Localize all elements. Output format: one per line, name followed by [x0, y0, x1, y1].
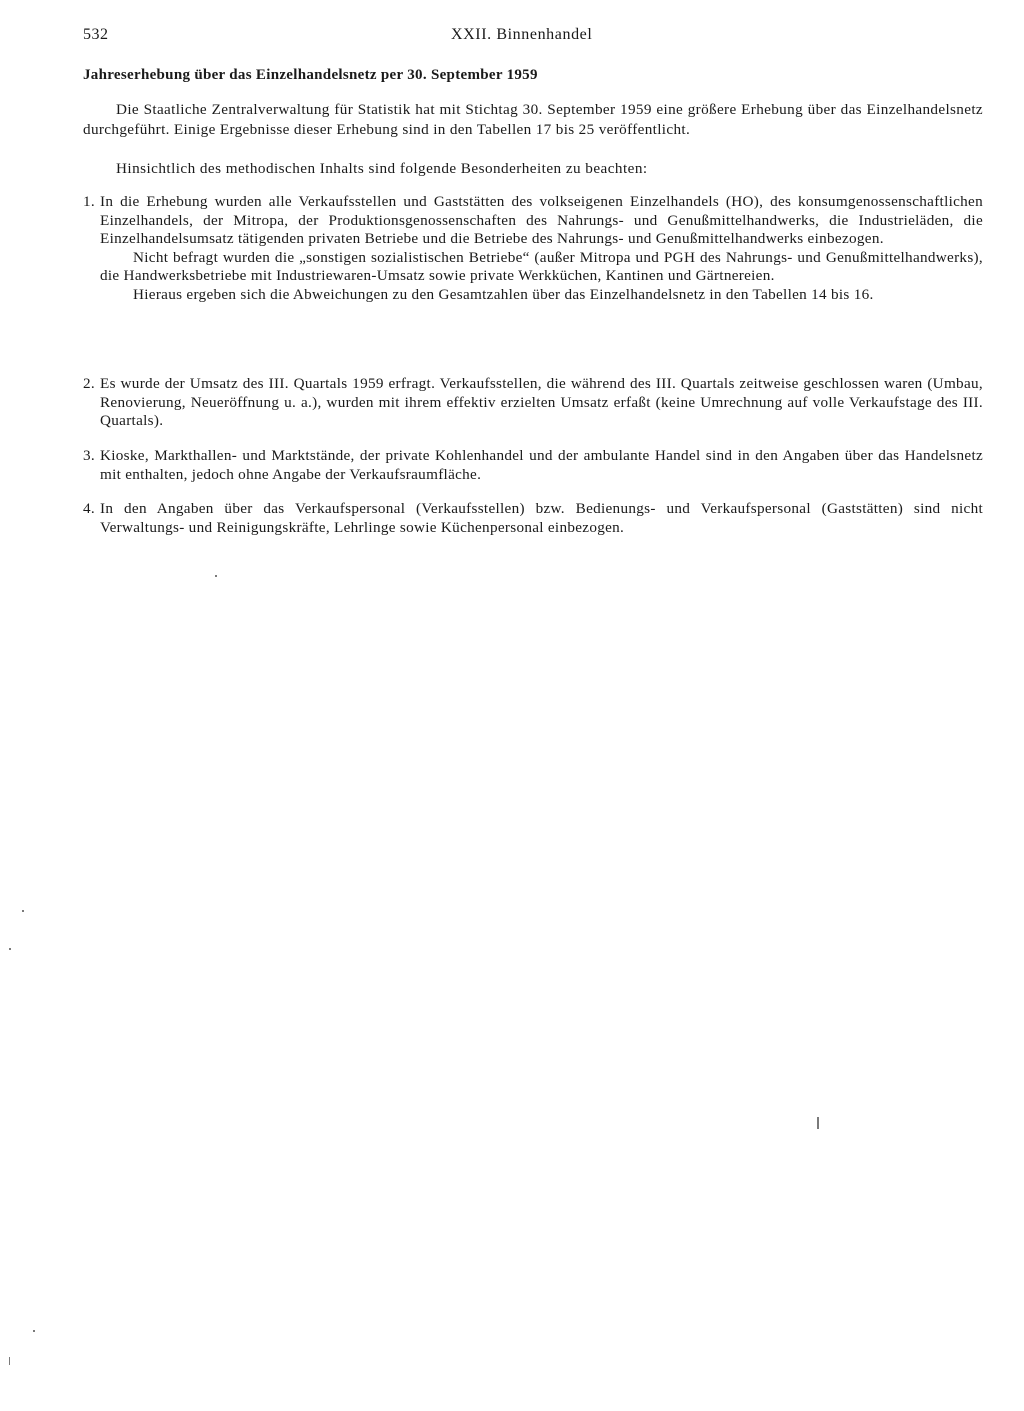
list-item-number: 3.	[83, 447, 95, 464]
running-head: XXII. Binnenhandel	[451, 26, 593, 43]
list-item-1	[83, 193, 983, 304]
methodology-hint: Hinsichtlich des methodischen Inhalts sind folgende Besonderheiten zu beachten:	[116, 160, 648, 177]
list-item-paragraph: Es wurde der Umsatz des III. Quartals 1959 erfragt. Verkaufsstellen, die während des III. Quartals zeitweise geschlossen waren (Umbau, Renovierung, Neueröffnung u. a.), wurden mit ihrem effektiv erzielten Umsatz erfaßt (keine Umrechnung auf volle Verkaufstage des III. Quartals).	[100, 375, 983, 429]
scan-speck	[9, 948, 11, 950]
list-item-4	[83, 500, 983, 537]
scan-speck	[33, 1330, 35, 1332]
list-item-number: 4.	[83, 500, 95, 517]
intro-paragraph: Die Staatliche Zentralverwaltung für Statistik hat mit Stichtag 30. September 1959 eine größere Erhebung über das Einzelhandelsnetz durchgeführt. Einige Ergebnisse dieser Erhebung sind in den Tabellen 17 bis 25 veröffentlicht.	[83, 101, 983, 138]
list-item-2	[83, 375, 983, 431]
scan-speck	[817, 1117, 819, 1129]
list-item-paragraph: Hieraus ergeben sich die Abweichungen zu den Gesamtzahlen über das Einzelhandelsnetz in den Tabellen 14 bis 16.	[133, 285, 874, 303]
list-item-paragraph: Nicht befragt wurden die „sonstigen sozialistischen Betriebe“ (außer Mitropa und PGH des Nahrungs- und Genußmittelhandwerks), die Handwerksbetriebe mit Industriewaren-Umsatz sowie private Werkküchen, Kantinen und Gärtnereien.	[100, 248, 983, 284]
section-title: Jahreserhebung über das Einzelhandelsnetz per 30. September 1959	[83, 67, 538, 83]
list-item-paragraph: Kioske, Markthallen- und Marktstände, der private Kohlenhandel und der ambulante Handel sind in den Angaben über das Handelsnetz mit enthalten, jedoch ohne Angabe der Verkaufsraumfläche.	[100, 447, 983, 483]
list-item-paragraph: In den Angaben über das Verkaufspersonal (Verkaufsstellen) bzw. Bedienungs- und Verkaufspersonal (Gaststätten) sind nicht Verwaltungs- und Reinigungskräfte, Lehrlinge sowie Küchenpersonal einbezogen.	[100, 500, 983, 536]
list-item-paragraph: In die Erhebung wurden alle Verkaufsstellen und Gaststätten des volkseigenen Einzelhandels (HO), des konsumgenossenschaftlichen Einzelhandels, der Mitropa, der Produktionsgenossenschaften des Nahrungs- und Genußmittelhandwerks, die Industrieläden, die Einzelhandelsumsatz tätigenden privaten Betriebe und die Betriebe des Nahrungs- und Genußmittelhandwerks einbezogen.	[100, 193, 983, 247]
page-number: 532	[83, 26, 109, 43]
list-item-3	[83, 447, 983, 484]
list-item-number: 2.	[83, 375, 95, 392]
scan-speck	[22, 910, 24, 912]
scan-speck	[215, 575, 217, 577]
list-item-number: 1.	[83, 193, 95, 210]
scan-speck	[9, 1357, 10, 1365]
